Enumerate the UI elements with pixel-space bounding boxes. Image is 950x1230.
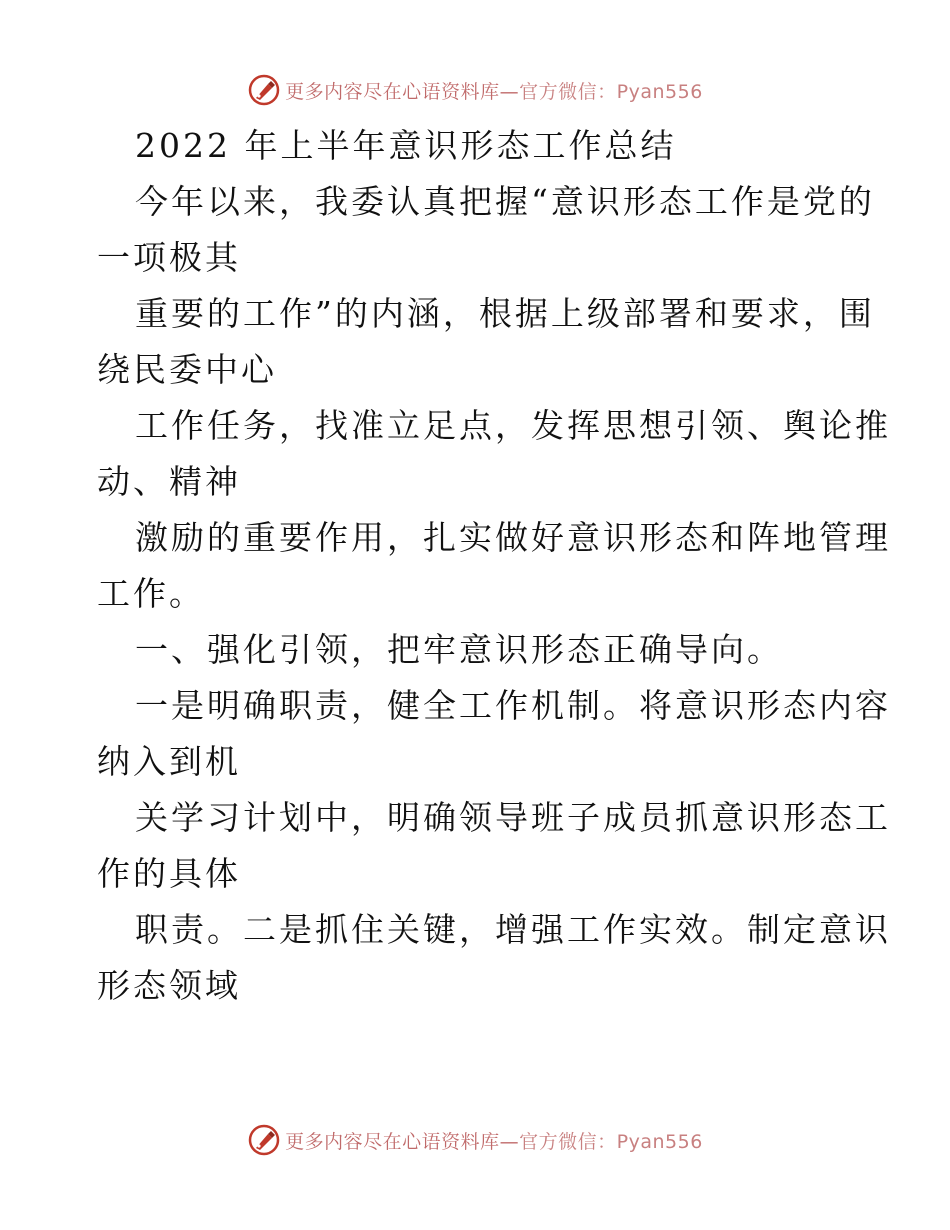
document-line: 一项极其: [97, 238, 241, 277]
document-line: 职责。二是抓住关键，增强工作实效。制定意识: [135, 910, 891, 949]
footer-banner-main: 更多内容尽在心语资料库—: [285, 1130, 520, 1153]
header-banner-text: [285, 77, 703, 104]
document-body: [97, 118, 891, 1014]
document-title: 2022 年上半年意识形态工作总结: [135, 126, 677, 165]
document-line: 激励的重要作用，扎实做好意识形态和阵地管理: [135, 518, 891, 557]
header-banner: [0, 70, 950, 110]
document-line: 关学习计划中，明确领导班子成员抓意识形态工: [135, 798, 891, 837]
footer-banner-wechat: 官方微信：Pyan556: [519, 1130, 703, 1153]
header-banner-wechat: 官方微信：Pyan556: [519, 80, 703, 103]
document-line: 绕民委中心: [97, 350, 277, 389]
document-line: 工作。: [97, 574, 205, 613]
footer-banner: [0, 1120, 950, 1160]
document-line: 今年以来，我委认真把握“意识形态工作是党的: [135, 182, 875, 221]
document-line: 重要的工作”的内涵，根据上级部署和要求，围: [135, 294, 875, 333]
section-heading: 一、强化引领，把牢意识形态正确导向。: [135, 630, 783, 669]
pen-nib-logo-icon: [247, 73, 281, 107]
header-banner-main: 更多内容尽在心语资料库—: [285, 80, 520, 103]
document-line: 形态领域: [97, 966, 241, 1005]
document-line: 工作任务，找准立足点，发挥思想引领、舆论推: [135, 406, 891, 445]
document-line: 动、精神: [97, 462, 241, 501]
document-line: 纳入到机: [97, 742, 241, 781]
pen-nib-logo-icon: [247, 1123, 281, 1157]
document-line: 作的具体: [97, 854, 241, 893]
footer-banner-text: [285, 1127, 703, 1154]
document-line: 一是明确职责，健全工作机制。将意识形态内容: [135, 686, 891, 725]
